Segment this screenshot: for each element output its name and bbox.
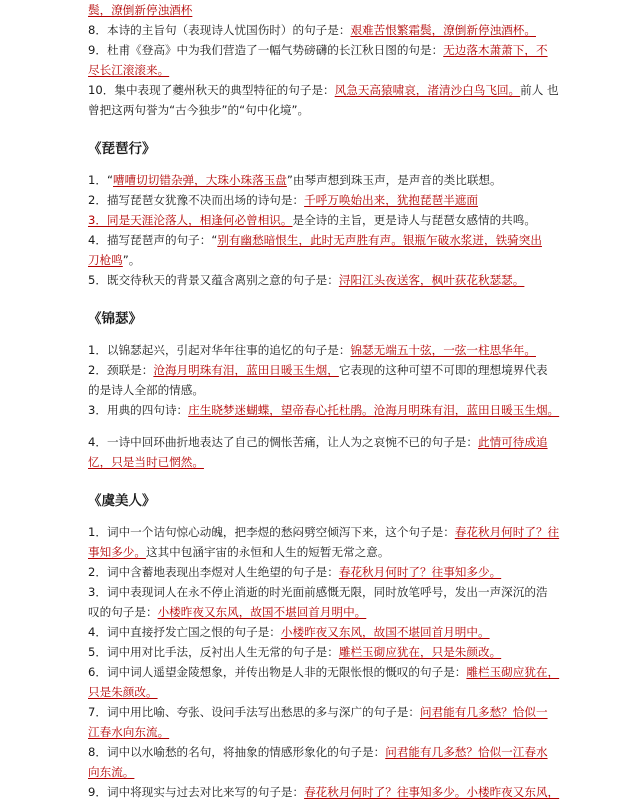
answer-text: 千呼万唤始出来，犹抱琵琶半遮面 bbox=[304, 193, 478, 207]
text-line bbox=[88, 20, 544, 40]
answer-text: 问君能有几多愁？恰似一 bbox=[420, 705, 548, 719]
prompt-text: 9．杜甫《登高》中为我们营造了一幅气势磅礴的长江秋日图的句是： bbox=[88, 43, 444, 57]
text-line bbox=[88, 60, 544, 80]
answer-text: 事知多少。 bbox=[88, 545, 146, 559]
prompt-text: 这其中包涵宇宙的永恒和人生的短暂无常之意。 bbox=[145, 545, 390, 559]
answer-text: 浔阳江头夜送客，枫叶荻花秋瑟瑟。 bbox=[338, 273, 525, 287]
answer-text: 鬓，潦倒新停浊酒杯 bbox=[88, 3, 193, 17]
text-line bbox=[88, 762, 544, 782]
text-line bbox=[88, 722, 544, 742]
answer-text: 风急天高猿啸哀，渚清沙白鸟飞回。 bbox=[334, 83, 521, 97]
answer-text: 春花秋月何时了？往事知多少。 bbox=[338, 565, 502, 579]
text-line bbox=[88, 340, 544, 360]
prompt-text: 4．描写琵琶声的句子：“ bbox=[88, 233, 218, 247]
answer-text: 小楼昨夜又东风，故国不堪回首月明中。 bbox=[280, 625, 490, 639]
prompt-text: 8．本诗的主旨句（表现诗人忧国伤时）的句子是： bbox=[88, 23, 351, 37]
prompt-text: 的是诗人全部的情感。 bbox=[88, 383, 204, 397]
prompt-text: ”由琴声想到珠玉声，是声音的类比联想。 bbox=[286, 173, 502, 187]
prompt-text: 1．词中一个诘句惊心动魄，把李煜的愁闷劈空倾泻下来，这个句子是： bbox=[88, 525, 455, 539]
text-line bbox=[88, 742, 548, 762]
answer-text: 雕栏玉砌应犹在， bbox=[466, 665, 560, 679]
prompt-text: 10．集中表现了夔州秋天的典型特征的句子是： bbox=[88, 83, 335, 97]
prompt-text: 1．以锦瑟起兴，引起对华年往事的追忆的句子是： bbox=[88, 343, 351, 357]
text-line bbox=[88, 170, 544, 190]
text-line bbox=[88, 210, 544, 230]
prompt-text: 叹的句子是： bbox=[88, 605, 158, 619]
text-line bbox=[88, 40, 548, 60]
prompt-text: 前人 也 bbox=[520, 83, 559, 97]
answer-text: 雕栏玉砌应犹在，只是朱颜改。 bbox=[338, 645, 502, 659]
answer-text: 江春水向东流。 bbox=[88, 725, 170, 739]
text-line bbox=[88, 562, 544, 582]
answer-text: 锦瑟无端五十弦，一弦一柱思华年。 bbox=[350, 343, 536, 357]
answer-text: 向东流。 bbox=[88, 765, 135, 779]
prompt-text: 2．描写琵琶女犹豫不决而出场的诗句是： bbox=[88, 193, 305, 207]
prompt-text: 它表现的这种可望不可即的理想境界代表 bbox=[338, 363, 548, 377]
text-line bbox=[88, 582, 548, 602]
text-line bbox=[88, 190, 544, 210]
answer-text: 沧海月明珠有泪，蓝田日暖玉生烟， bbox=[153, 363, 339, 377]
answer-text: 别有幽愁暗恨生，此时无声胜有声。银瓶乍破水浆迸，铁骑突出 bbox=[217, 233, 542, 247]
prompt-text: 2．词中含蓄地表现出李煜对人生绝望的句子是： bbox=[88, 565, 339, 579]
answer-text: 小楼昨夜又东风，故国不堪回首月明中。 bbox=[157, 605, 367, 619]
text-line bbox=[88, 230, 544, 250]
text-line bbox=[88, 782, 560, 802]
text-line bbox=[88, 522, 560, 542]
prompt-text: 9．词中将现实与过去对比来写的句子是： bbox=[88, 785, 305, 799]
text-line bbox=[88, 452, 544, 472]
text-line bbox=[88, 80, 559, 100]
text-line bbox=[88, 380, 544, 400]
text-line bbox=[88, 602, 544, 622]
prompt-text: 是全诗的主旨，更是诗人与琵琶女感情的共鸣。 bbox=[292, 213, 536, 227]
text-line bbox=[88, 432, 548, 452]
text-line bbox=[88, 400, 560, 420]
text-line bbox=[88, 662, 560, 682]
prompt-text: 5．词中用对比手法，反衬出人生无常的句子是： bbox=[88, 645, 339, 659]
section-heading-yumeiren: 《虞美人》 bbox=[88, 493, 156, 509]
answer-text: 3．同是天涯沦落人，相逢何必曾相识。 bbox=[88, 213, 293, 227]
prompt-text: 4．词中直接抒发亡国之恨的句子是： bbox=[88, 625, 281, 639]
answer-text: 尽长江滚滚来。 bbox=[88, 63, 170, 77]
prompt-text: 曾把这两句誉为“古今独步”的“句中化境”。 bbox=[88, 103, 310, 117]
prompt-text: 4．一诗中回环曲折地表达了自己的惆怅苦痛，让人为之哀惋不已的句子是： bbox=[88, 435, 478, 449]
text-line bbox=[88, 642, 544, 662]
answer-text: 问君能有几多愁？恰似一江春水 bbox=[385, 745, 548, 759]
answer-text: 庄生晓梦迷蝴蝶，望帝春心托杜鹃。沧海月明珠有泪，蓝田日暖玉生烟。 bbox=[188, 403, 560, 417]
answer-text: 忆，只是当时已惘然。 bbox=[88, 455, 204, 469]
text-line bbox=[88, 100, 544, 120]
prompt-text: 5．既交待秋天的背景又蕴含离别之意的句子是： bbox=[88, 273, 339, 287]
answer-text: 无边落木萧萧下，不 bbox=[443, 43, 548, 57]
text-line bbox=[88, 270, 544, 290]
section-heading-pipa: 《琵琶行》 bbox=[88, 141, 156, 157]
prompt-text: 1．“ bbox=[88, 173, 113, 187]
text-line bbox=[88, 250, 544, 270]
answer-text: 只是朱颜改。 bbox=[88, 685, 158, 699]
prompt-text: ”。 bbox=[122, 253, 141, 267]
text-line bbox=[88, 622, 544, 642]
answer-text: 春花秋月何时了？往 bbox=[454, 525, 560, 539]
text-line bbox=[88, 542, 544, 562]
answer-text: 此情可待成追 bbox=[477, 435, 548, 449]
prompt-text: 3．词中表现词人在永不停止消逝的时光面前感慨无限，同时放笔呼号，发出一声深沉的浩 bbox=[88, 585, 548, 599]
text-line bbox=[88, 682, 544, 702]
prompt-text: 8．词中以水喻愁的名句，将抽象的情感形象化的句子是： bbox=[88, 745, 386, 759]
answer-text: 春花秋月何时了？往事知多少。小楼昨夜又东风， bbox=[304, 785, 560, 799]
answer-text: 艰难苦恨繁霜鬓，潦倒新停浊酒杯。 bbox=[350, 23, 536, 37]
section-heading-jinse: 《锦瑟》 bbox=[88, 311, 142, 327]
prompt-text: 2．颈联是： bbox=[88, 363, 154, 377]
prompt-text: 3．用典的四句诗： bbox=[88, 403, 189, 417]
answer-text: 嘈嘈切切错杂弹，大珠小珠落玉盘 bbox=[112, 173, 287, 187]
answer-text: 刀枪鸣 bbox=[88, 253, 123, 267]
prompt-text: 6．词中词人遥望金陵想象，并传出物是人非的无限怅恨的慨叹的句子是： bbox=[88, 665, 467, 679]
text-line bbox=[88, 360, 548, 380]
text-line bbox=[88, 702, 548, 722]
text-line bbox=[88, 0, 544, 20]
prompt-text: 7．词中用比喻、夸张、设问手法写出愁思的多与深广的句子是： bbox=[88, 705, 421, 719]
